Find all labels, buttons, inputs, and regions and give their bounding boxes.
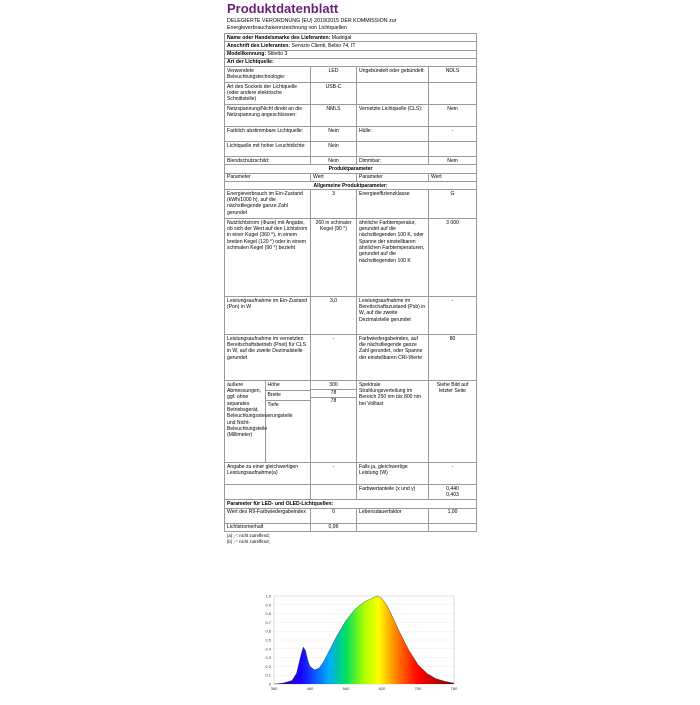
column-header-row: Parameter Wert Parameter Wert: [225, 173, 477, 181]
equiv-power-row: Angabe zu einer gleichwertigen Leistungsaufnahme(a) - Falls ja, gleichwertige Leistung (W) -: [225, 463, 477, 485]
product-params-heading-row: Produktparameter: [225, 165, 477, 173]
page-title: Produktdatenblatt: [227, 1, 339, 16]
supplier-name-row: Name oder Handelsmarke des Lieferanten: Madrigal: [225, 34, 477, 42]
light-type-row: Lichtquelle mit hoher Leuchtdichte: Nein: [225, 142, 477, 157]
dimension-value: 300: [311, 381, 356, 389]
general-param-row: Energieverbrauch im Ein-Zustand (kWh/1000 h), auf die nächstliegende ganze Zahl gerundet 3 Energieeffizienzklasse G: [225, 190, 477, 219]
dimensions-label: äußere Abmessungen, ggf. ohne separates Betriebsgerät, Beleuchtungssteuerungsteile und Nicht-Beleuchtungsteile (Millimeter): [225, 381, 265, 462]
dimensions-row: äußere Abmessungen, ggf. ohne separates Betriebsgerät, Beleuchtungssteuerungsteile und Nicht-Beleuchtungsteile (Millimeter) Höhe Breite Tiefe 300 78 78 Spektrale Strahlungsverteilung im Bereich 250 nm bis 800 nm bei Volllast Siehe Bild auf letzter Seite: [225, 381, 477, 463]
light-type-row: Blendschutzschild: Nein Dimmbar: Nein: [225, 157, 477, 165]
chromaticity-row: Farbwertanteile (x und y) 0,440 0,403: [225, 485, 477, 500]
spectral-distribution-chart: [252, 590, 460, 700]
dimension-value: 78: [330, 398, 337, 405]
light-source-type-row: Art der Lichtquelle:: [225, 58, 477, 66]
x-tick-label: 460: [306, 686, 314, 691]
x-tick-label: 780: [450, 686, 458, 691]
model-id-row: Modellkennung: Stiletto 3: [225, 50, 477, 58]
dimension-name: Höhe: [265, 381, 310, 390]
y-tick-label: 1.0: [265, 593, 271, 599]
x-tick-label: 380: [270, 686, 278, 691]
y-tick-label: 0.5: [265, 637, 271, 643]
dimension-value: 78: [311, 390, 356, 398]
datasheet-table: [224, 33, 477, 532]
dimension-name: Breite: [265, 391, 310, 401]
general-params-heading-row: Allgemeine Produktparameter:: [225, 182, 477, 190]
y-tick-label: 0.9: [265, 602, 271, 608]
product-datasheet: [224, 0, 476, 545]
led-param-row: Lichtstromerhalt 0,96: [225, 523, 477, 531]
general-param-row: Leistungsaufnahme im Ein-Zustand (Pon) in W 3,0 Leistungsaufnahme im Bereitschaftszustand (Psb) in W, auf die zweite Dezimalstelle gerundet -: [225, 297, 477, 335]
regulation-intro: DELEGIERTE VERORDNUNG (EU) 2019/2015 DER KOMMISSION zur Energieverbrauchskennzeichnung von Lichtquellen: [227, 18, 397, 31]
y-tick-label: 0.4: [265, 646, 271, 652]
light-type-row: Farblich abstimmbare Lichtquelle: Nein Hülle: -: [225, 127, 477, 142]
footnote: (a) ‚-‘: nicht zutreffend;: [227, 532, 270, 538]
y-tick-label: 0.3: [265, 655, 271, 661]
y-tick-label: 0.8: [265, 611, 271, 617]
x-tick-label: 700: [414, 686, 422, 691]
light-type-row: Art des Sockels der Lichtquelle (oder andere elektrische Schnittstelle) USB-C: [225, 83, 477, 105]
spectrum-svg: [252, 590, 460, 700]
general-param-row: Nutzlichtstrom (Φuse) mit Angabe, ob sich der Wert auf den Lichtstrom in einer Kugel (360 °), in einem breiten Kegel (120 °) oder in einem schmalen Kegel (90 °) bezieht 260 in schmaler Kegel (90 °) ähnliche Farbtemperatur, gerundet auf die nächstliegenden 100 K, oder Spanne der einstellbaren ähnlichen Farbtemperaturen, gerundet auf die nächstliegenden 100 K 3 000: [225, 219, 477, 297]
led-param-row: Wert des R9-Farbwiedergabeindex 0 Lebensdauerfaktor 1,00: [225, 508, 477, 523]
footnote: (b) ‚-‘: nicht zutreffend;: [227, 538, 270, 544]
supplier-address-row: Anschrift des Lieferanten: Servizio Clienti, Bebio 74, IT: [225, 42, 477, 50]
light-type-row: Verwendete Beleuchtungstechnologie: LED Ungebündelt oder gebündelt: NDLS: [225, 67, 477, 83]
y-tick-label: 0: [268, 681, 271, 687]
y-tick-label: 0.6: [265, 628, 271, 634]
x-tick-label: 620: [378, 686, 386, 691]
general-param-row: Leistungsaufnahme im vernetzten Bereitschaftsbetrieb (Pnet) für CLS in W, auf die zweite Dezimalstelle gerundet - Farbwiedergabeindex, auf die nächstliegende ganze Zahl gerundet, oder Spanne der einstellbaren CRI-Werte 80: [225, 335, 477, 381]
x-tick-label: 540: [342, 686, 350, 691]
y-tick-label: 0.1: [265, 672, 271, 678]
y-tick-label: 0.7: [265, 619, 271, 625]
light-type-row: Netzspannung/Nicht direkt an die Netzspannung angeschlossen: NMLS Vernetzte Lichtquelle (CLS): Nein: [225, 105, 477, 127]
y-tick-label: 0.2: [265, 663, 271, 669]
led-params-heading-row: Parameter für LED- und OLED-Lichtquellen:: [225, 500, 477, 508]
dimensions-subtable: [225, 381, 310, 462]
dimension-name: Tiefe: [267, 401, 279, 408]
